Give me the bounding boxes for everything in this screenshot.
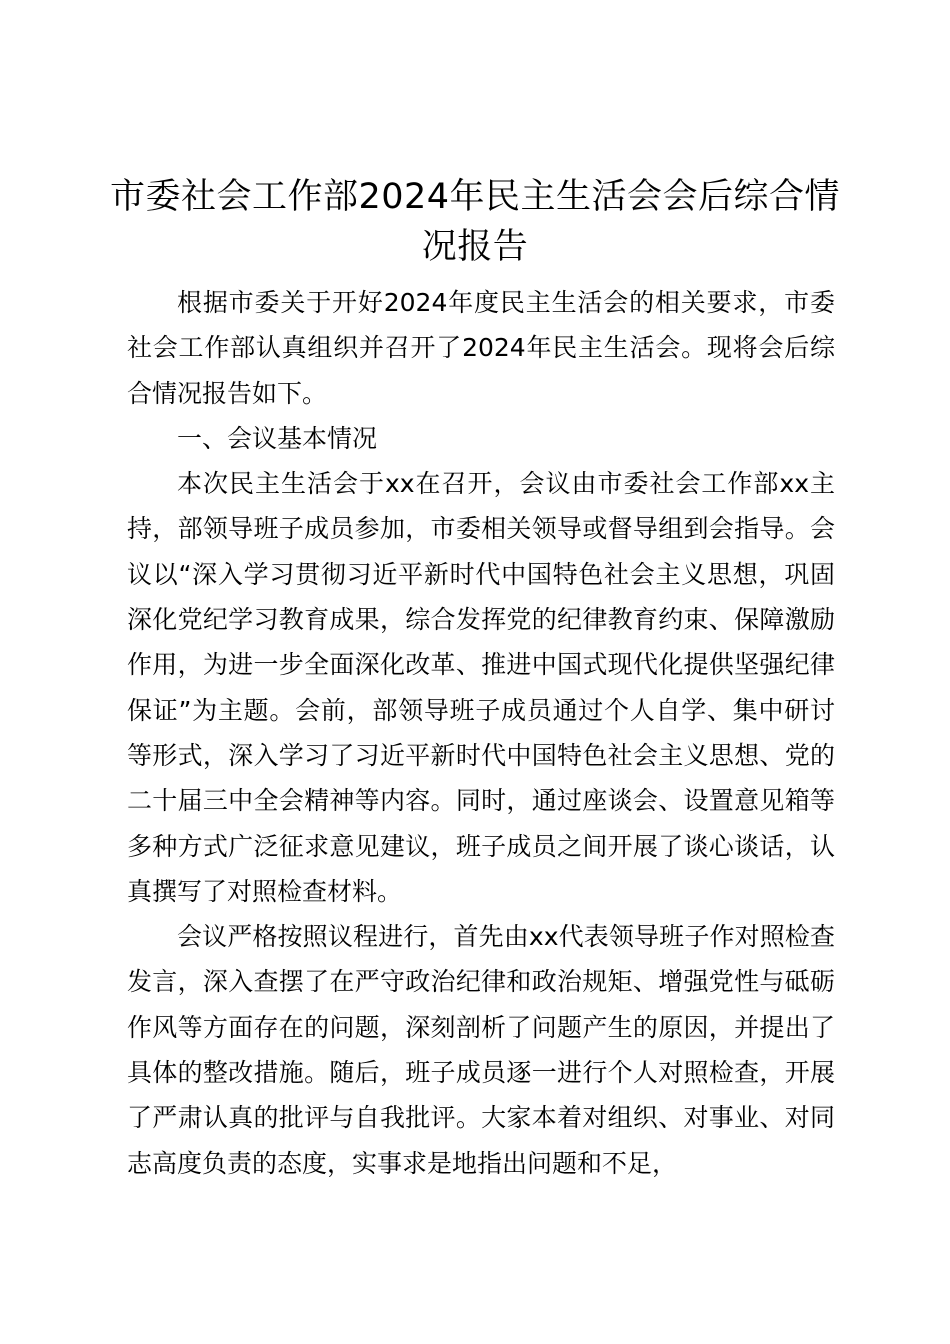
section-heading: 一、会议基本情况 (177, 423, 378, 453)
document-body (127, 280, 835, 1186)
paragraph-meeting-overview: 本次民主生活会于xx在召开，会议由市委社会工作部xx主持，部领导班子成员参加，市委相关领导或督导组到会指导。会议以“深入学习贯彻习近平新时代中国特色社会主义思想，巩固深化党纪学习教育成果，综合发挥党的纪律教育约束、保障激励作用，为进一步全面深化改革、推进中国式现代化提供坚强纪律保证”为主题。会前，部领导班子成员通过个人自学、集中研讨等形式，深入学习了习近平新时代中国特色社会主义思想、党的二十届三中全会精神等内容。同时，通过座谈会、设置意见箱等多种方式广泛征求意见建议，班子成员之间开展了谈心谈话，认真撰写了对照检查材料。 (127, 469, 835, 906)
paragraph-meeting-process: 会议严格按照议程进行，首先由xx代表领导班子作对照检查发言，深入查摆了在严守政治纪律和政治规矩、增强党性与砥砺作风等方面存在的问题，深刻剖析了问题产生的原因，并提出了具体的整改措施。随后，班子成员逐一进行个人对照检查，开展了严肃认真的批评与自我批评。大家本着对组织、对事业、对同志高度负责的态度，实事求是地指出问题和不足， (127, 922, 835, 1178)
document-title: 市委社会工作部2024年民主生活会会后综合情况报告 (109, 177, 841, 267)
paragraph-intro: 根据市委关于开好2024年度民主生活会的相关要求，市委社会工作部认真组织并召开了2024年民主生活会。现将会后综合情况报告如下。 (127, 288, 835, 408)
